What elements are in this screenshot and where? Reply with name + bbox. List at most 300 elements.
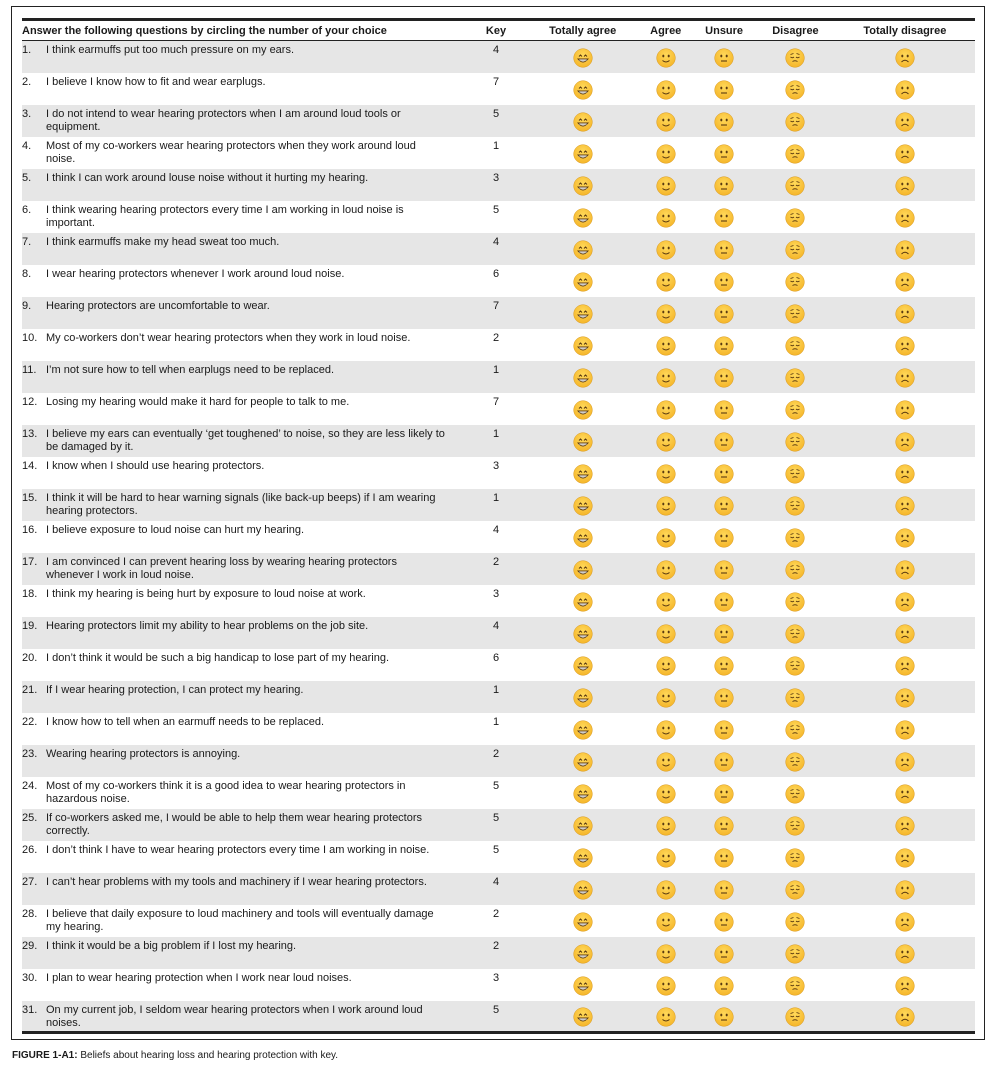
choice-1[interactable] [526, 41, 639, 73]
choice-2[interactable] [639, 649, 692, 681]
choice-5[interactable] [835, 681, 975, 713]
choice-3[interactable] [692, 745, 756, 777]
slightly-smiling-face-icon [656, 784, 676, 804]
grinning-face-icon [573, 528, 593, 548]
choice-4[interactable] [756, 425, 835, 457]
choice-1[interactable] [526, 777, 639, 809]
choice-3[interactable] [692, 137, 756, 169]
pensive-face-icon [785, 816, 805, 836]
choice-1[interactable] [526, 681, 639, 713]
choice-1[interactable] [526, 73, 639, 105]
question-number: 16. [22, 523, 38, 536]
question-key: 2 [492, 747, 500, 760]
choice-4[interactable] [756, 297, 835, 329]
choice-3[interactable] [692, 41, 756, 73]
grinning-face-icon [573, 784, 593, 804]
question-text: I do not intend to wear hearing protectors when I am around loud tools or equipment. [46, 107, 401, 133]
grinning-face-icon [573, 688, 593, 708]
question-number: 20. [22, 651, 38, 664]
choice-4[interactable] [756, 137, 835, 169]
choice-3[interactable] [692, 425, 756, 457]
choice-4[interactable] [756, 745, 835, 777]
choice-5[interactable] [835, 969, 975, 1001]
choice-1[interactable] [526, 329, 639, 361]
grinning-face-icon [573, 848, 593, 868]
choice-3[interactable] [692, 713, 756, 745]
pensive-face-icon [785, 848, 805, 868]
grinning-face-icon [573, 336, 593, 356]
question-number: 4. [22, 139, 32, 152]
choice-3[interactable] [692, 809, 756, 841]
choice-4[interactable] [756, 585, 835, 617]
table-row [22, 361, 975, 393]
choice-3[interactable] [692, 937, 756, 969]
frowning-face-icon [895, 176, 915, 196]
question-number: 12. [22, 395, 38, 408]
pensive-face-icon [785, 720, 805, 740]
frowning-face-icon [895, 784, 915, 804]
slightly-smiling-face-icon [656, 400, 676, 420]
table-row [22, 553, 975, 585]
choice-4[interactable] [756, 969, 835, 1001]
header-question: Answer the following questions by circling the number of your choice [22, 20, 466, 41]
frowning-face-icon [895, 880, 915, 900]
choice-3[interactable] [692, 553, 756, 585]
choice-1[interactable] [526, 841, 639, 873]
question-text: If co-workers asked me, I would be able to help them wear hearing protectors correctly. [46, 811, 423, 837]
slightly-smiling-face-icon [656, 912, 676, 932]
neutral-face-icon [714, 720, 734, 740]
choice-5[interactable] [835, 137, 975, 169]
grinning-face-icon [573, 656, 593, 676]
question-key: 5 [492, 107, 500, 120]
choice-5[interactable] [835, 265, 975, 297]
choice-4[interactable] [756, 361, 835, 393]
grinning-face-icon [573, 368, 593, 388]
table-row [22, 329, 975, 361]
question-number: 21. [22, 683, 38, 696]
question-number: 7. [22, 235, 32, 248]
question-text: Wearing hearing protectors is annoying. [46, 747, 241, 760]
choice-2[interactable] [639, 617, 692, 649]
table-row [22, 393, 975, 425]
question-text: I don’t think I have to wear hearing protectors every time I am working in noise. [46, 843, 430, 856]
choice-3[interactable] [692, 905, 756, 937]
choice-3[interactable] [692, 969, 756, 1001]
choice-5[interactable] [835, 841, 975, 873]
choice-3[interactable] [692, 73, 756, 105]
choice-1[interactable] [526, 969, 639, 1001]
grinning-face-icon [573, 144, 593, 164]
question-text: I think my hearing is being hurt by exposure to loud noise at work. [46, 587, 366, 600]
pensive-face-icon [785, 144, 805, 164]
choice-2[interactable] [639, 745, 692, 777]
question-key: 5 [492, 811, 500, 824]
choice-3[interactable] [692, 105, 756, 137]
question-text: I can’t hear problems with my tools and machinery if I wear hearing protectors. [46, 875, 427, 888]
choice-2[interactable] [639, 1001, 692, 1033]
frowning-face-icon [895, 48, 915, 68]
choice-5[interactable] [835, 393, 975, 425]
choice-1[interactable] [526, 553, 639, 585]
neutral-face-icon [714, 752, 734, 772]
choice-4[interactable] [756, 553, 835, 585]
choice-1[interactable] [526, 137, 639, 169]
choice-2[interactable] [639, 41, 692, 73]
slightly-smiling-face-icon [656, 336, 676, 356]
choice-1[interactable] [526, 393, 639, 425]
table-row [22, 809, 975, 841]
neutral-face-icon [714, 208, 734, 228]
choice-5[interactable] [835, 297, 975, 329]
question-key: 1 [492, 427, 500, 440]
choice-4[interactable] [756, 873, 835, 905]
question-key: 6 [492, 267, 500, 280]
slightly-smiling-face-icon [656, 1007, 676, 1027]
question-text: I think I can work around louse noise without it hurting my hearing. [46, 171, 369, 184]
choice-4[interactable] [756, 617, 835, 649]
choice-4[interactable] [756, 681, 835, 713]
choice-4[interactable] [756, 521, 835, 553]
choice-1[interactable] [526, 873, 639, 905]
choice-1[interactable] [526, 201, 639, 233]
slightly-smiling-face-icon [656, 176, 676, 196]
pensive-face-icon [785, 80, 805, 100]
neutral-face-icon [714, 624, 734, 644]
question-text: Losing my hearing would make it hard for people to talk to me. [46, 395, 350, 408]
choice-5[interactable] [835, 41, 975, 73]
frowning-face-icon [895, 912, 915, 932]
grinning-face-icon [573, 880, 593, 900]
choice-2[interactable] [639, 905, 692, 937]
table-row [22, 233, 975, 265]
choice-3[interactable] [692, 329, 756, 361]
grinning-face-icon [573, 304, 593, 324]
choice-3[interactable] [692, 841, 756, 873]
choice-1[interactable] [526, 297, 639, 329]
choice-5[interactable] [835, 457, 975, 489]
grinning-face-icon [573, 176, 593, 196]
choice-2[interactable] [639, 393, 692, 425]
choice-2[interactable] [639, 105, 692, 137]
question-key: 2 [492, 555, 500, 568]
table-row [22, 905, 975, 937]
question-text: I think it would be a big problem if I lost my hearing. [46, 939, 297, 952]
choice-2[interactable] [639, 233, 692, 265]
neutral-face-icon [714, 304, 734, 324]
choice-5[interactable] [835, 105, 975, 137]
choice-5[interactable] [835, 329, 975, 361]
pensive-face-icon [785, 592, 805, 612]
question-text: On my current job, I seldom wear hearing protectors when I work around loud noises. [46, 1003, 423, 1029]
choice-2[interactable] [639, 329, 692, 361]
choice-1[interactable] [526, 937, 639, 969]
table-row [22, 969, 975, 1001]
slightly-smiling-face-icon [656, 944, 676, 964]
neutral-face-icon [714, 944, 734, 964]
choice-1[interactable] [526, 617, 639, 649]
frowning-face-icon [895, 1007, 915, 1027]
choice-3[interactable] [692, 169, 756, 201]
frowning-face-icon [895, 272, 915, 292]
choice-2[interactable] [639, 521, 692, 553]
choice-3[interactable] [692, 777, 756, 809]
choice-4[interactable] [756, 905, 835, 937]
grinning-face-icon [573, 496, 593, 516]
slightly-smiling-face-icon [656, 432, 676, 452]
choice-3[interactable] [692, 265, 756, 297]
header-totally-agree: Totally agree [526, 20, 639, 41]
grinning-face-icon [573, 432, 593, 452]
choice-4[interactable] [756, 457, 835, 489]
frowning-face-icon [895, 496, 915, 516]
choice-4[interactable] [756, 41, 835, 73]
table-row [22, 713, 975, 745]
question-key: 4 [492, 875, 500, 888]
choice-1[interactable] [526, 521, 639, 553]
question-text: If I wear hearing protection, I can protect my hearing. [46, 683, 304, 696]
question-key: 3 [492, 971, 500, 984]
choice-5[interactable] [835, 777, 975, 809]
choice-2[interactable] [639, 137, 692, 169]
choice-3[interactable] [692, 585, 756, 617]
choice-4[interactable] [756, 649, 835, 681]
choice-1[interactable] [526, 1001, 639, 1033]
slightly-smiling-face-icon [656, 592, 676, 612]
frowning-face-icon [895, 624, 915, 644]
choice-4[interactable] [756, 1001, 835, 1033]
grinning-face-icon [573, 240, 593, 260]
choice-3[interactable] [692, 873, 756, 905]
slightly-smiling-face-icon [656, 720, 676, 740]
choice-1[interactable] [526, 105, 639, 137]
choice-5[interactable] [835, 169, 975, 201]
choice-1[interactable] [526, 809, 639, 841]
frowning-face-icon [895, 432, 915, 452]
neutral-face-icon [714, 368, 734, 388]
pensive-face-icon [785, 1007, 805, 1027]
neutral-face-icon [714, 432, 734, 452]
choice-1[interactable] [526, 457, 639, 489]
frowning-face-icon [895, 976, 915, 996]
grinning-face-icon [573, 1007, 593, 1027]
neutral-face-icon [714, 240, 734, 260]
frowning-face-icon [895, 656, 915, 676]
choice-3[interactable] [692, 297, 756, 329]
choice-1[interactable] [526, 169, 639, 201]
choice-4[interactable] [756, 777, 835, 809]
choice-2[interactable] [639, 937, 692, 969]
choice-3[interactable] [692, 681, 756, 713]
question-text: I believe my ears can eventually ‘get toughened’ to noise, so they are less likely to be damaged by it. [46, 427, 445, 453]
grinning-face-icon [573, 944, 593, 964]
choice-2[interactable] [639, 265, 692, 297]
choice-4[interactable] [756, 809, 835, 841]
choice-4[interactable] [756, 233, 835, 265]
figure-caption [12, 1050, 338, 1061]
slightly-smiling-face-icon [656, 112, 676, 132]
choice-1[interactable] [526, 905, 639, 937]
choice-5[interactable] [835, 553, 975, 585]
choice-1[interactable] [526, 489, 639, 521]
choice-4[interactable] [756, 713, 835, 745]
choice-1[interactable] [526, 585, 639, 617]
frowning-face-icon [895, 688, 915, 708]
slightly-smiling-face-icon [656, 560, 676, 580]
grinning-face-icon [573, 400, 593, 420]
choice-4[interactable] [756, 105, 835, 137]
grinning-face-icon [573, 112, 593, 132]
choice-1[interactable] [526, 745, 639, 777]
choice-3[interactable] [692, 361, 756, 393]
choice-2[interactable] [639, 297, 692, 329]
question-text: Hearing protectors limit my ability to hear problems on the job site. [46, 619, 369, 632]
slightly-smiling-face-icon [656, 208, 676, 228]
choice-2[interactable] [639, 553, 692, 585]
choice-4[interactable] [756, 73, 835, 105]
question-number: 15. [22, 491, 38, 504]
pensive-face-icon [785, 752, 805, 772]
question-number: 9. [22, 299, 32, 312]
table-row [22, 745, 975, 777]
choice-2[interactable] [639, 489, 692, 521]
header-unsure: Unsure [692, 20, 756, 41]
choice-5[interactable] [835, 873, 975, 905]
table-row [22, 169, 975, 201]
choice-2[interactable] [639, 425, 692, 457]
choice-2[interactable] [639, 713, 692, 745]
pensive-face-icon [785, 624, 805, 644]
choice-2[interactable] [639, 969, 692, 1001]
question-key: 4 [492, 44, 500, 56]
question-number: 23. [22, 747, 38, 760]
choice-5[interactable] [835, 937, 975, 969]
slightly-smiling-face-icon [656, 816, 676, 836]
choice-3[interactable] [692, 233, 756, 265]
choice-5[interactable] [835, 649, 975, 681]
pensive-face-icon [785, 688, 805, 708]
pensive-face-icon [785, 272, 805, 292]
choice-5[interactable] [835, 201, 975, 233]
table-row [22, 1001, 975, 1033]
choice-3[interactable] [692, 521, 756, 553]
choice-1[interactable] [526, 713, 639, 745]
neutral-face-icon [714, 560, 734, 580]
choice-4[interactable] [756, 201, 835, 233]
question-key: 4 [492, 619, 500, 632]
frowning-face-icon [895, 112, 915, 132]
choice-3[interactable] [692, 617, 756, 649]
slightly-smiling-face-icon [656, 848, 676, 868]
choice-1[interactable] [526, 649, 639, 681]
choice-3[interactable] [692, 1001, 756, 1033]
question-text: I believe that daily exposure to loud machinery and tools will eventually damage my hearing. [46, 907, 434, 933]
choice-3[interactable] [692, 489, 756, 521]
grinning-face-icon [573, 80, 593, 100]
question-number: 14. [22, 459, 38, 472]
table-row [22, 457, 975, 489]
choice-2[interactable] [639, 681, 692, 713]
choice-3[interactable] [692, 649, 756, 681]
choice-2[interactable] [639, 873, 692, 905]
choice-4[interactable] [756, 265, 835, 297]
choice-5[interactable] [835, 233, 975, 265]
choice-3[interactable] [692, 393, 756, 425]
question-number: 6. [22, 203, 32, 216]
choice-4[interactable] [756, 329, 835, 361]
table-row [22, 265, 975, 297]
choice-5[interactable] [835, 489, 975, 521]
question-key: 1 [492, 683, 500, 696]
frowning-face-icon [895, 336, 915, 356]
choice-4[interactable] [756, 937, 835, 969]
grinning-face-icon [573, 208, 593, 228]
choice-3[interactable] [692, 457, 756, 489]
choice-2[interactable] [639, 777, 692, 809]
choice-5[interactable] [835, 1001, 975, 1033]
choice-5[interactable] [835, 585, 975, 617]
slightly-smiling-face-icon [656, 496, 676, 516]
choice-2[interactable] [639, 841, 692, 873]
choice-5[interactable] [835, 521, 975, 553]
slightly-smiling-face-icon [656, 880, 676, 900]
neutral-face-icon [714, 464, 734, 484]
choice-1[interactable] [526, 233, 639, 265]
neutral-face-icon [714, 80, 734, 100]
choice-5[interactable] [835, 905, 975, 937]
pensive-face-icon [785, 464, 805, 484]
choice-1[interactable] [526, 361, 639, 393]
choice-4[interactable] [756, 393, 835, 425]
slightly-smiling-face-icon [656, 624, 676, 644]
question-text: I am convinced I can prevent hearing loss by wearing hearing protectors whenever I work in loud noise. [46, 555, 397, 581]
choice-1[interactable] [526, 425, 639, 457]
choice-2[interactable] [639, 361, 692, 393]
grinning-face-icon [573, 592, 593, 612]
choice-5[interactable] [835, 425, 975, 457]
slightly-smiling-face-icon [656, 80, 676, 100]
question-key: 3 [492, 459, 500, 472]
choice-2[interactable] [639, 457, 692, 489]
question-number: 25. [22, 811, 38, 824]
grinning-face-icon [573, 816, 593, 836]
neutral-face-icon [714, 112, 734, 132]
table-row [22, 201, 975, 233]
frowning-face-icon [895, 848, 915, 868]
choice-5[interactable] [835, 745, 975, 777]
choice-2[interactable] [639, 201, 692, 233]
choice-2[interactable] [639, 585, 692, 617]
choice-4[interactable] [756, 489, 835, 521]
choice-4[interactable] [756, 841, 835, 873]
choice-5[interactable] [835, 713, 975, 745]
table-row [22, 873, 975, 905]
frowning-face-icon [895, 368, 915, 388]
neutral-face-icon [714, 784, 734, 804]
choice-2[interactable] [639, 73, 692, 105]
choice-5[interactable] [835, 361, 975, 393]
grinning-face-icon [573, 272, 593, 292]
choice-5[interactable] [835, 73, 975, 105]
choice-1[interactable] [526, 265, 639, 297]
choice-2[interactable] [639, 809, 692, 841]
choice-2[interactable] [639, 169, 692, 201]
header-agree: Agree [639, 20, 692, 41]
choice-4[interactable] [756, 169, 835, 201]
choice-5[interactable] [835, 809, 975, 841]
choice-3[interactable] [692, 201, 756, 233]
choice-5[interactable] [835, 617, 975, 649]
